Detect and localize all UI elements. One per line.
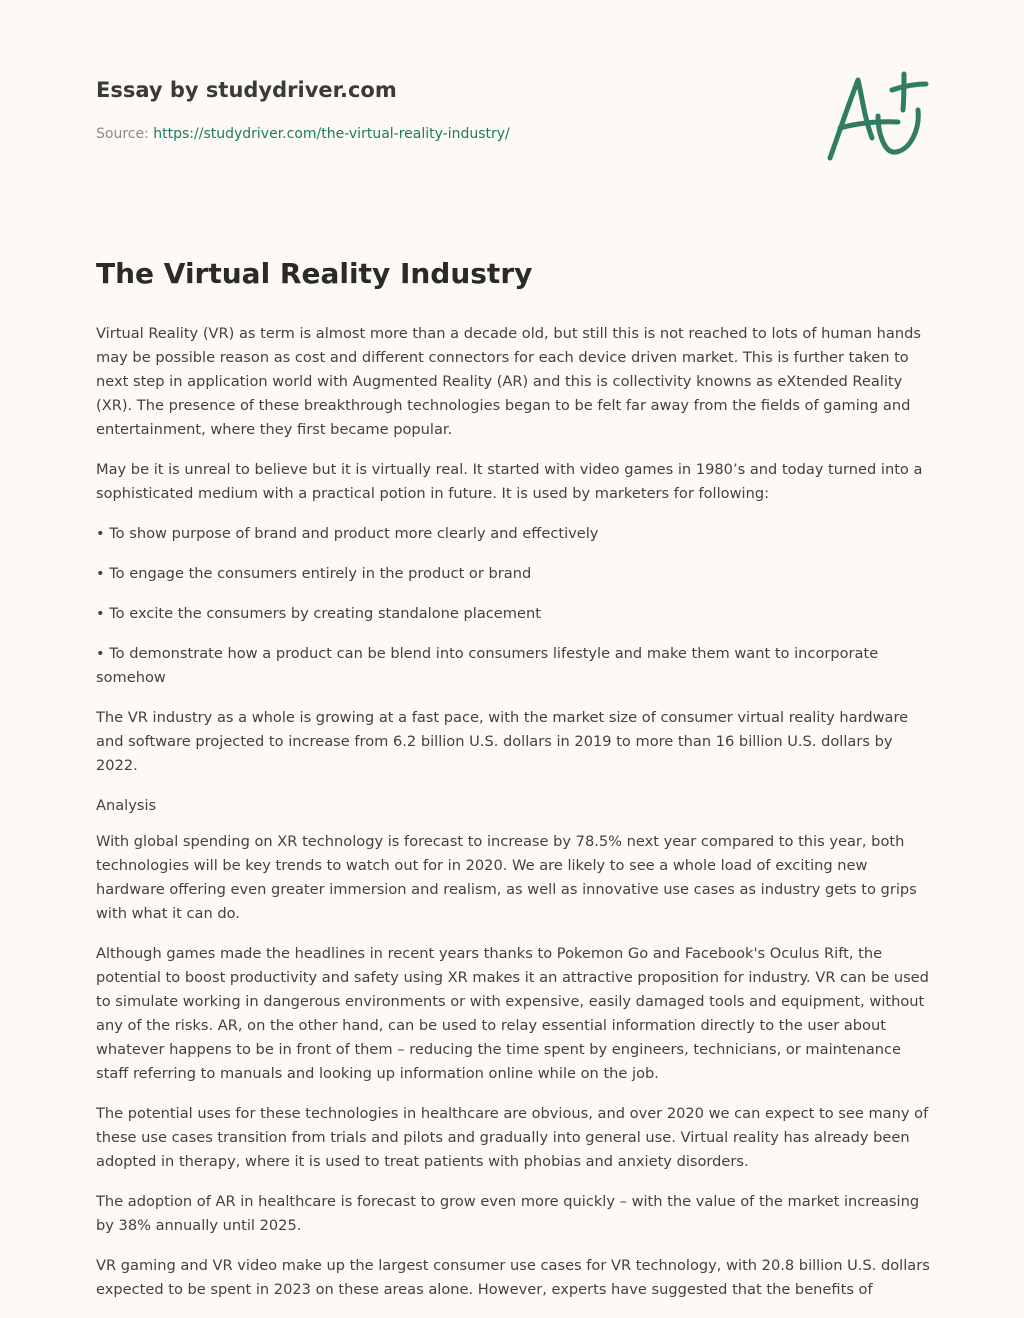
source-line xyxy=(96,124,856,144)
source-label: Source: xyxy=(96,126,154,142)
bullet-item: • To demonstrate how a product can be blend into consumers lifestyle and make them want to incorporate somehow xyxy=(96,645,879,686)
bullet-item: • To show purpose of brand and product more clearly and effectively xyxy=(96,525,599,542)
source-link[interactable]: https://studydriver.com/the-virtual-reality-industry/ xyxy=(153,126,510,142)
paragraph-xr-spending: With global spending on XR technology is forecast to increase by 78.5% next year compared to this year, both technologies will be key trends to watch out for in 2020. We are likely to see a whole load of exciting new hardware offering even greater immersion and realism, as well as innovative use cases as industry gets to grips with what it can do. xyxy=(96,833,917,922)
essay-body xyxy=(96,254,932,1318)
paragraph-healthcare: The potential uses for these technologies in healthcare are obvious, and over 2020 we can expect to see many of these use cases transition from trials and pilots and gradually into general use. Virtual reality has already been adopted in therapy, where it is used to treat patients with phobias and anxiety disorders. xyxy=(96,1105,929,1170)
paragraph-market-size: The VR industry as a whole is growing at a fast pace, with the market size of consumer virtual reality hardware and software projected to increase from 6.2 billion U.S. dollars in 2019 to more than 16 billion U.S. dollars by 2022. xyxy=(96,709,909,774)
bullet-item: • To engage the consumers entirely in the product or brand xyxy=(96,565,532,582)
paragraph-industry-uses: Although games made the headlines in recent years thanks to Pokemon Go and Facebook's Oculus Rift, the potential to boost productivity and safety using XR makes it an attractive proposition for industry. VR can be used to simulate working in dangerous environments or with expensive, easily damaged tools and equipment, without any of the risks. AR, on the other hand, can be used to relay essential information directly to the user about whatever happens to be in front of them – reducing the time spent by engineers, technicians, or maintenance staff referring to manuals and looking up information online while on the job. xyxy=(96,945,929,1082)
essay-header xyxy=(96,76,856,144)
site-title: Essay by studydriver.com xyxy=(96,78,397,102)
paragraph-ar-healthcare: The adoption of AR in healthcare is forecast to grow even more quickly – with the value of the market increasing by 38% annually until 2025. xyxy=(96,1193,920,1234)
bullet-item: • To excite the consumers by creating standalone placement xyxy=(96,605,541,622)
paragraph-intro: Virtual Reality (VR) as term is almost more than a decade old, but still this is not reached to lots of human hands may be possible reason as cost and different connectors for each device driven market. This is further taken to next step in application world with Augmented Reality (AR) and this is collectivity knowns as eXtended Reality (XR). The presence of these breakthrough technologies began to be felt far away from the fields of gaming and entertainment, where they first became popular. xyxy=(96,325,921,438)
paragraph-vr-gaming: VR gaming and VR video make up the largest consumer use cases for VR technology, with 20.8 billion U.S. dollars expected to be spent in 2023 on these areas alone. However, experts have suggested that the benefits of xyxy=(96,1257,930,1298)
section-heading-analysis: Analysis xyxy=(96,797,157,814)
a-plus-logo-icon xyxy=(818,66,930,166)
paragraph-marketing: May be it is unreal to believe but it is virtually real. It started with video games in 1980’s and today turned into a sophisticated medium with a practical potion in future. It is used by marketers for following: xyxy=(96,461,923,502)
essay-title: The Virtual Reality Industry xyxy=(96,257,533,290)
